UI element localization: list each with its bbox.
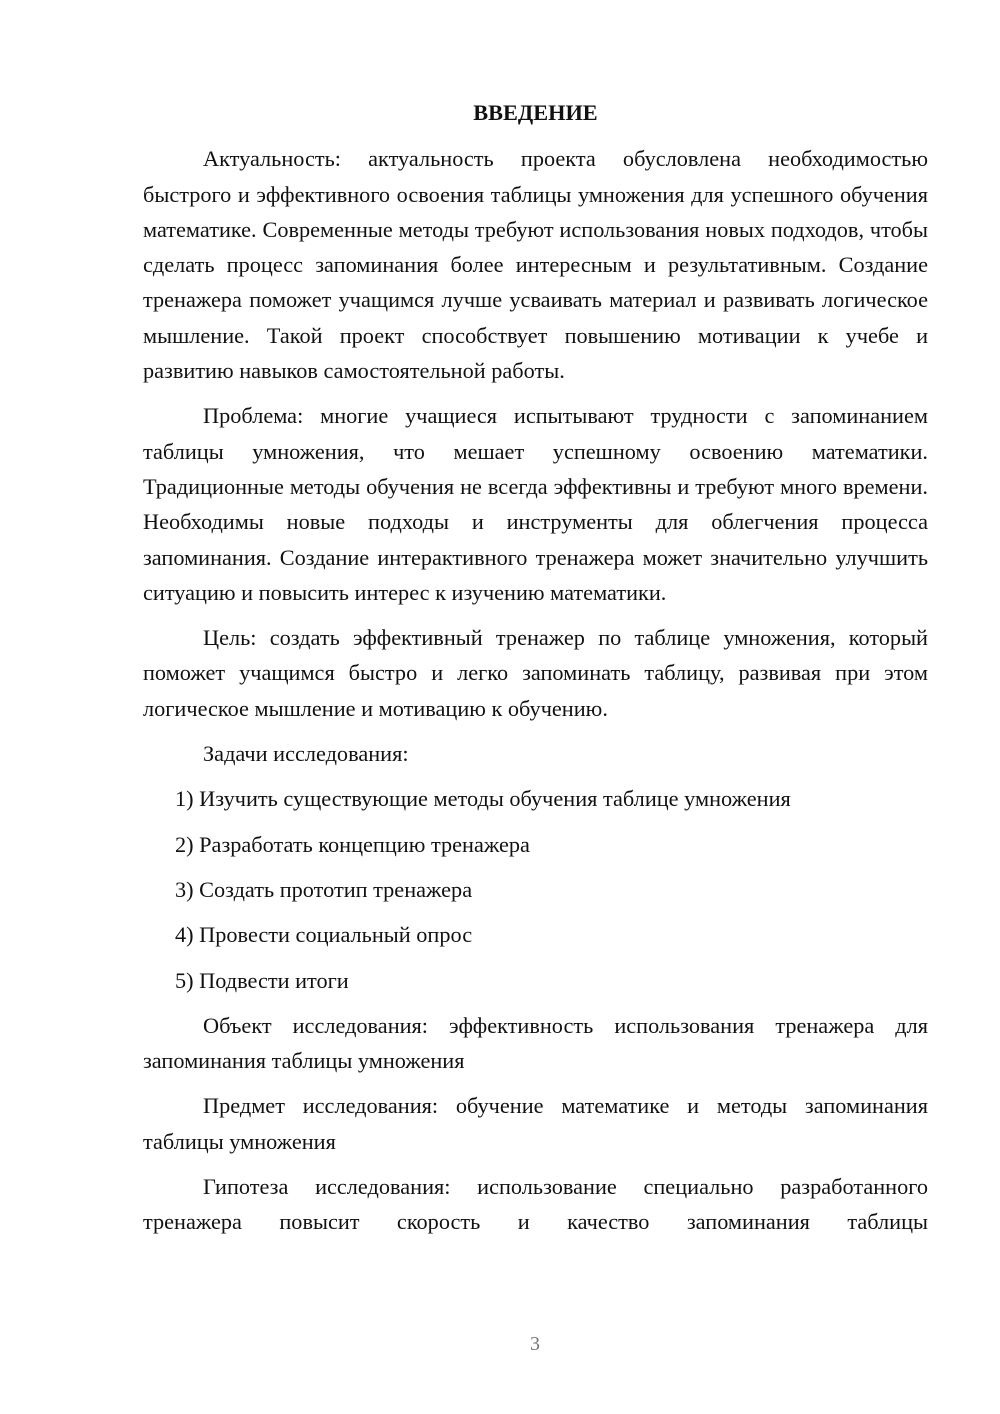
goal-paragraph: Цель: создать эффективный тренажер по таблице умножения, который поможет учащимся быстро и легко запоминать таблицу, развивая при этом логическое мышление и мотивацию к обучению.	[143, 625, 928, 721]
task-list	[143, 781, 928, 997]
section-title: ВВЕДЕНИЕ	[473, 100, 598, 125]
problem-paragraph: Проблема: многие учащиеся испытывают трудности с запоминанием таблицы умножения, что мешает успешному освоению математики. Традиционные методы обучения не всегда эффективны и требуют много времени. Необходимы новые подходы и инструменты для облегчения процесса запоминания. Создание интерактивного тренажера может значительно улучшить ситуацию и повысить интерес к изучению математики.	[143, 403, 928, 605]
task-item: 3) Создать прототип тренажера	[175, 876, 473, 902]
task-item: 4) Провести социальный опрос	[175, 922, 473, 948]
tasks-heading: Задачи исследования:	[203, 741, 409, 767]
relevance-paragraph: Актуальность: актуальность проекта обусловлена необходимостью быстрого и эффективного освоения таблицы умножения для успешного обучения математике. Современные методы требуют использования новых подходов, чтобы сделать процесс запоминания более интересным и результативным. Создание тренажера поможет учащимся лучше усваивать материал и развивать логическое мышление. Такой проект способствует повышению мотивации к учебе и развитию навыков самостоятельной работы.	[143, 146, 928, 384]
task-item: 1) Изучить существующие методы обучения таблице умножения	[175, 786, 791, 812]
task-item: 5) Подвести итоги	[175, 967, 349, 993]
page-number: 3	[530, 1333, 540, 1355]
subject-paragraph: Предмет исследования: обучение математике и методы запоминания таблицы умножения	[143, 1093, 928, 1154]
task-item: 2) Разработать концепцию тренажера	[175, 831, 530, 857]
page-content	[143, 95, 928, 1250]
object-paragraph: Объект исследования: эффективность использования тренажера для запоминания таблицы умножения	[143, 1012, 928, 1074]
hypothesis-paragraph: Гипотеза исследования: использование специально разработанного тренажера повысит скорость и качество запоминания таблицы	[143, 1174, 928, 1235]
